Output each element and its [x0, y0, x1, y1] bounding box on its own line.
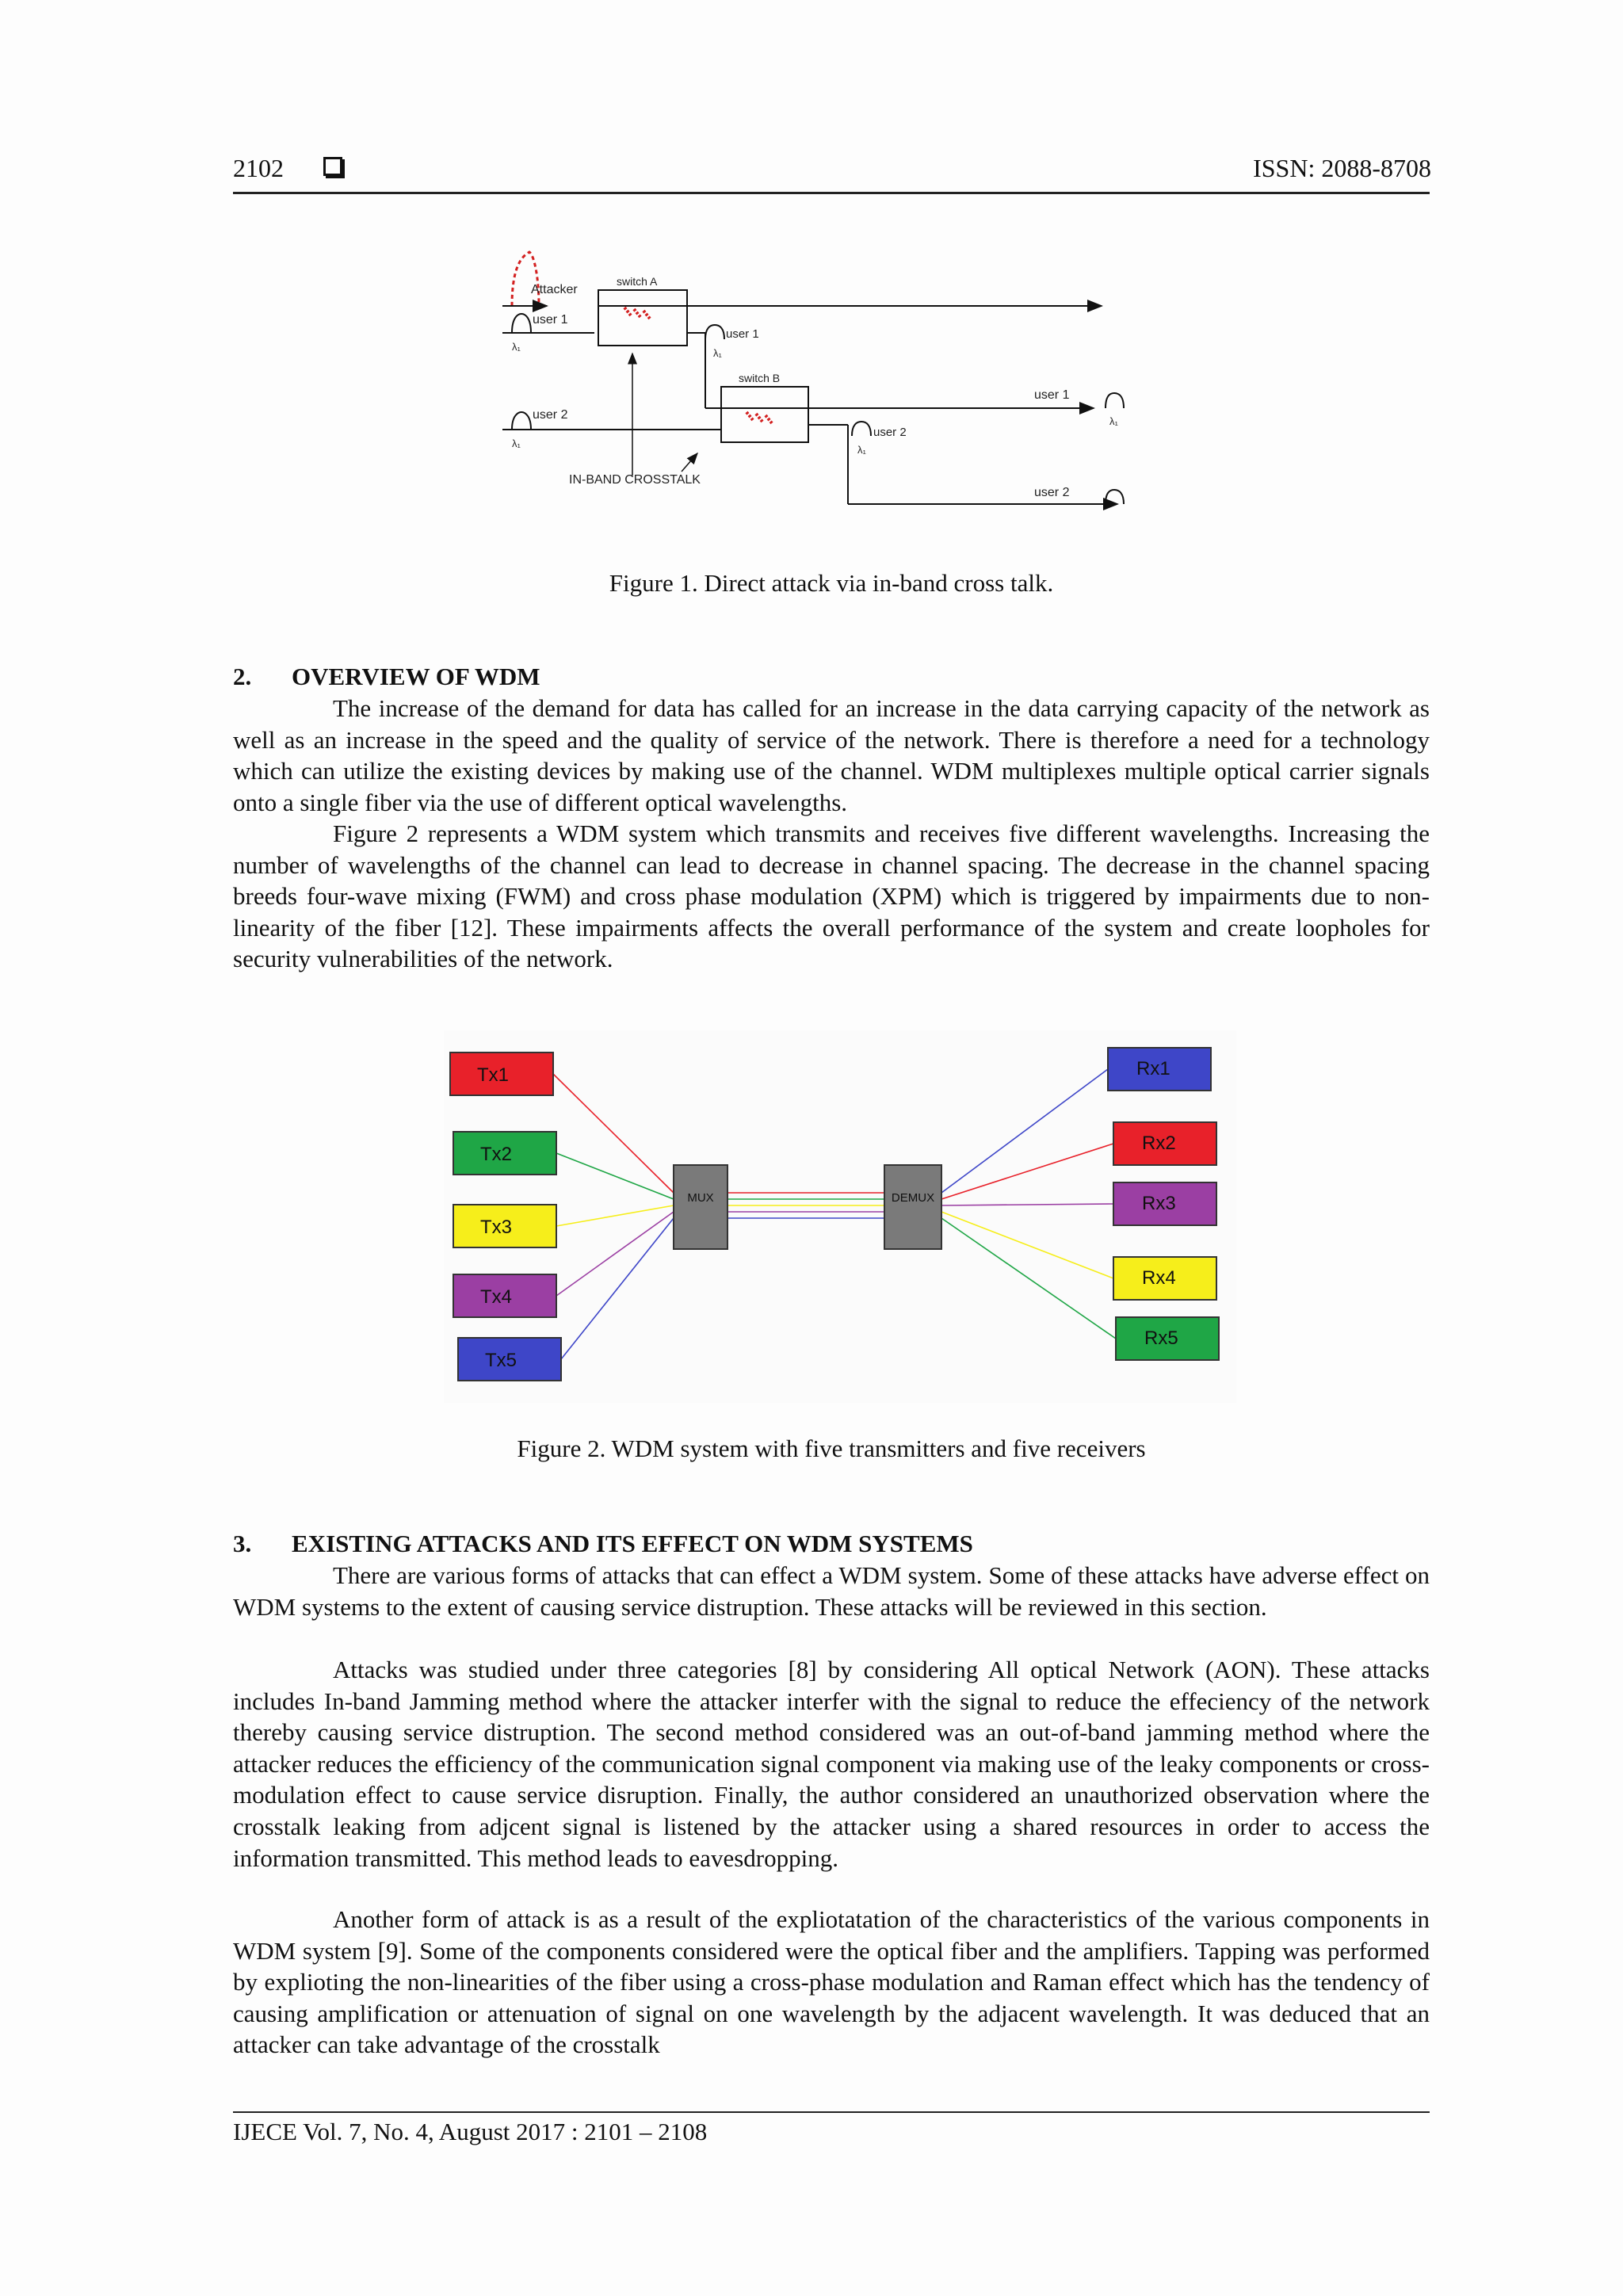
figure-2-caption: Figure 2. WDM system with five transmitters and five receivers [517, 1435, 1146, 1462]
mux-box [674, 1165, 727, 1249]
journal-issn: ISSN: 2088-8708 [1253, 154, 1431, 182]
inband-crosstalk-label: IN-BAND CROSSTALK [569, 473, 701, 487]
user2-output-signal-icon [1106, 490, 1124, 504]
rx-label: Rx4 [1142, 1267, 1176, 1289]
user2-signal-icon [512, 412, 531, 430]
tx-label: Tx2 [480, 1144, 513, 1165]
lambda-label: λ₁ [713, 347, 722, 359]
lambda-label: λ₁ [857, 444, 866, 456]
lambda-label: λ₁ [1109, 415, 1118, 427]
section-title: OVERVIEW OF WDM [292, 663, 540, 690]
switch-a-label: switch A [617, 275, 658, 288]
section-2-heading [233, 661, 540, 693]
section-3-paragraph-2: Attacks was studied under three categories [8] by considering All optical Network (AON). These attacks includes In-band Jamming method where the attacker interfer with the signal to reduce the effeciency of the network thereby causing service distruption. The second method considered was an out-of-band jamming method where the attacker reduces the efficiency of the communication signal component via making use of the leaky components or cross-modulation effect to cause service disruption. Finally, the author considered an unauthorized observation where the crosstalk leaking from adjcent signal is listened by the attacker using a shared resources in order to access the information transmitted. This method leads to eavesdropping. [233, 1656, 1430, 1872]
rx-label: Rx3 [1142, 1193, 1176, 1214]
switch-b-label: switch B [739, 372, 781, 384]
switch-b-box [721, 387, 808, 442]
tx-label: Tx3 [480, 1217, 513, 1238]
figure-1-diagram [491, 246, 1141, 523]
rx-label: Rx2 [1142, 1133, 1176, 1154]
mux-label: MUX [687, 1191, 714, 1205]
tx-label: Tx1 [477, 1064, 510, 1086]
section-2-paragraph-1: The increase of the demand for data has called for an increase in the data carrying capacity of the network as well as an increase in the speed and the quality of service of the network. There is therefore a need for a technology which can utilize the existing devices by making use of the channel. WDM multiplexes multiple optical carrier signals onto a single fiber via the use of different optical wavelengths. [233, 694, 1430, 816]
user1-input-label: user 1 [533, 313, 568, 327]
user1-mid-label: user 1 [726, 327, 759, 341]
user1-signal-icon [512, 314, 531, 333]
attacker-signal-icon [512, 252, 539, 306]
tx-label: Tx4 [480, 1286, 513, 1308]
demux-label: DEMUX [891, 1191, 935, 1205]
section-3-paragraph-3: Another form of attack is as a result of the expliotatation of the characteristics of the various components in WDM system [9]. Some of the components considered were the optical fiber and the amplifiers. Tapping was performed by explioting the non-linearities of the fiber using a cross-phase modulation and Raman effect which has the tendency of causing amplification or attenuation of signal on one wavelength by the adjacent wavelength. It was deduced that an attacker can take advantage of the crosstalk [233, 1905, 1430, 2059]
rx-label: Rx1 [1136, 1058, 1170, 1079]
rx-label: Rx5 [1144, 1328, 1178, 1349]
lambda-label: λ₁ [512, 437, 521, 449]
lambda-label: λ₁ [512, 341, 521, 353]
switch-a-box [598, 290, 687, 346]
section-2-paragraph-2: Figure 2 represents a WDM system which transmits and receives five different wavelengths. Increasing the number of wavelengths of the channel can lead to decrease in channel spacing. The decrease in the channel spacing breeds four-wave mixing (FWM) and cross phase modulation (XPM) which is triggered by impairments due to non-linearity of the fiber [12]. These impairments affects the overall performance of the system and create loopholes for security vulnerabilities of the network. [233, 819, 1430, 973]
figure-2-diagram [444, 1030, 1236, 1403]
attacker-label: Attacker [531, 283, 578, 296]
page-number: 2102 [233, 154, 284, 182]
section-3-heading [233, 1528, 973, 1560]
square-bullet-icon [323, 157, 342, 176]
user1-output-label: user 1 [1034, 388, 1070, 402]
user1-mid-signal-icon [705, 325, 724, 339]
header-rule [233, 192, 1430, 194]
footer-rule [233, 2111, 1430, 2113]
user2-output-label: user 2 [1034, 486, 1070, 499]
section-3-paragraph-1: There are various forms of attacks that can effect a WDM system. Some of these attacks have adverse effect on WDM systems to the extent of causing service distruption. These attacks will be reviewed in this section. [233, 1561, 1430, 1621]
section-number: 2. [233, 663, 252, 690]
user2-mid-label: user 2 [873, 426, 907, 439]
user1-output-signal-icon [1106, 393, 1124, 408]
section-title: EXISTING ATTACKS AND ITS EFFECT ON WDM SYSTEMS [292, 1530, 973, 1557]
section-number: 3. [233, 1530, 252, 1557]
tx-label: Tx5 [485, 1350, 517, 1371]
footer-citation: IJECE Vol. 7, No. 4, August 2017 : 2101 – 2108 [233, 2118, 708, 2145]
demux-box [884, 1165, 941, 1249]
user2-input-label: user 2 [533, 408, 568, 422]
user2-mid-signal-icon [852, 422, 871, 436]
figure-1-caption: Figure 1. Direct attack via in-band cross talk. [609, 569, 1054, 597]
